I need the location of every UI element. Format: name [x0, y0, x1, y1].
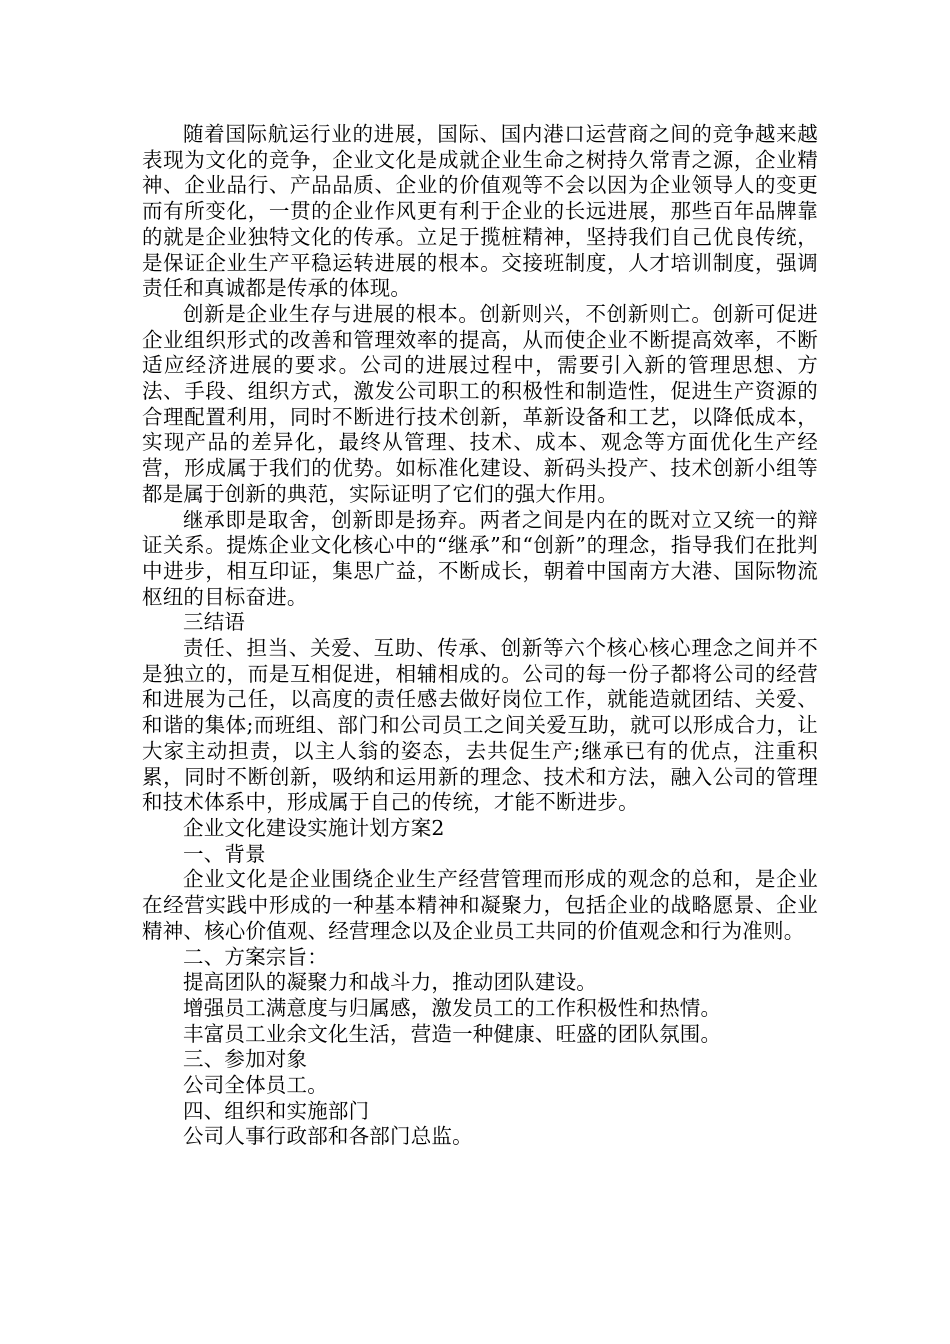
- heading-participants: 三、参加对象: [183, 1047, 308, 1072]
- heading-background: 一、背景: [183, 841, 266, 866]
- heading-purpose: 二、方案宗旨：: [183, 944, 328, 969]
- heading-plan-2: 企业文化建设实施计划方案2: [183, 815, 445, 840]
- paragraph-innovation: 创新是企业生存与进展的根本。创新则兴，不创新则亡。创新可促进企业组织形式的改善和管理效率的提高，从而使企业不断提高效率，不断适应经济进展的要求。公司的进展过程中，需要引入新的管理思想、方法、手段、组织方式，激发公司职工的积极性和制造性，促进生产资源的合理配置利用，同时不断进行技术创新，革新设备和工艺，以降低成本，实现产品的差异化，最终从管理、技术、成本、观念等方面优化生产经营，形成属于我们的优势。如标准化建设、新码头投产、技术创新小组等都是属于创新的典范，实际证明了它们的强大作用。: [142, 301, 818, 506]
- paragraph-inheritance: 随着国际航运行业的进展，国际、国内港口运营商之间的竞争越来越表现为文化的竞争，企业文化是成就企业生命之树持久常青之源，企业精神、企业品行、产品品质、企业的价值观等不会以因为企业领导人的变更而有所变化，一贯的企业作风更有利于企业的长远进展，那些百年品牌靠的就是企业独特文化的传承。立足于揽桩精神，坚持我们自己优良传统，是保证企业生产平稳运转进展的根本。交接班制度，人才培训制度，强调责任和真诚都是传承的体现。: [142, 122, 818, 301]
- paragraph-dialectic: 继承即是取舍，创新即是扬弃。两者之间是内在的既对立又统一的辩证关系。提炼企业文化核心中的“继承”和“创新”的理念，指导我们在批判中进步，相互印证，集思广益，不断成长，朝着中国南方大港、国际物流枢纽的目标奋进。: [142, 507, 818, 609]
- purpose-item-1: 提高团队的凝聚力和战斗力，推动团队建设。: [183, 970, 597, 995]
- heading-organizer: 四、组织和实施部门: [183, 1098, 370, 1123]
- paragraph-core-values: 责任、担当、关爱、互助、传承、创新等六个核心核心理念之间并不是独立的，而是互相促进，相辅相成的。公司的每一份子都将公司的经营和进展为己任，以高度的责任感去做好岗位工作，就能造就团结、关爱、和谐的集体;而班组、部门和公司员工之间关爱互助，就可以形成合力，让大家主动担责，以主人翁的姿态，去共促生产;继承已有的优点，注重积累，同时不断创新，吸纳和运用新的理念、技术和方法，融入公司的管理和技术体系中，形成属于自己的传统，才能不断进步。: [142, 636, 818, 815]
- paragraph-background: 企业文化是企业围绕企业生产经营管理而形成的观念的总和，是企业在经营实践中形成的一种基本精神和凝聚力，包括企业的战略愿景、企业精神、核心价值观、经营理念以及企业员工共同的价值观念和行为准则。: [142, 867, 818, 943]
- organizer-text: 公司人事行政部和各部门总监。: [183, 1124, 473, 1149]
- purpose-item-2: 增强员工满意度与归属感，激发员工的工作积极性和热情。: [183, 995, 722, 1020]
- heading-conclusion: 三结语: [183, 610, 246, 635]
- purpose-item-3: 丰富员工业余文化生活，营造一种健康、旺盛的团队氛围。: [183, 1021, 722, 1046]
- participants-text: 公司全体员工。: [183, 1073, 328, 1098]
- document-body: [142, 122, 818, 1150]
